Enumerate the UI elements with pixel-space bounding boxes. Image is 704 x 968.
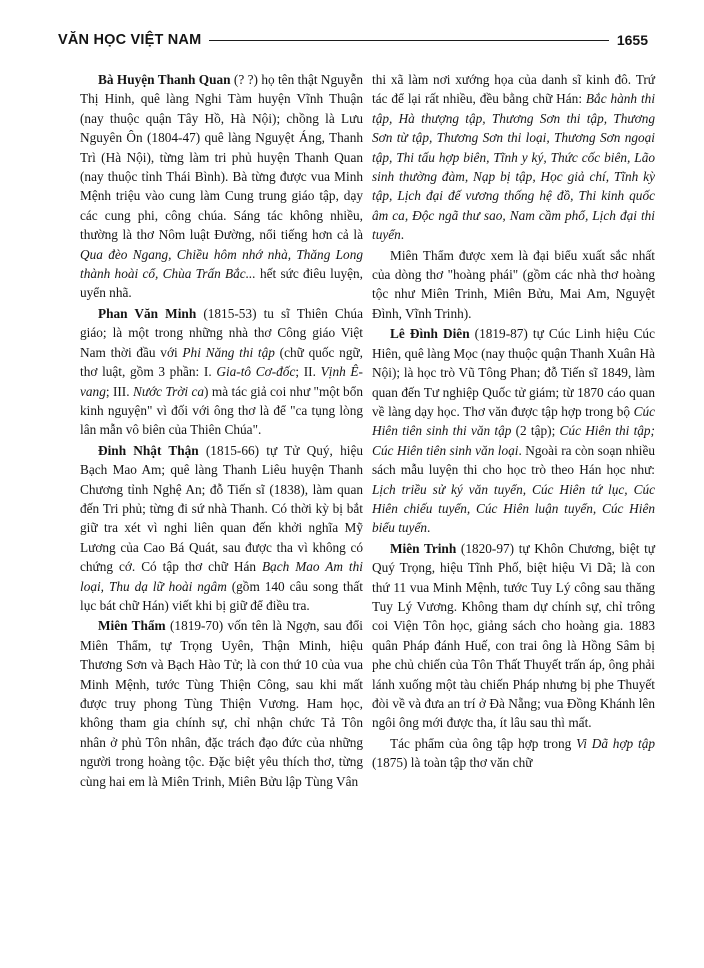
entry-mien-tham-assessment	[372, 246, 655, 324]
entry-text: Tác phẩm của ông tập hợp trong	[390, 735, 577, 751]
entry-text: .	[427, 520, 431, 536]
entry-text: (1819-70) vốn tên là Ngợn, sau đổi Miên Thẩm, tự Trọng Uyên, Thận Minh, hiệu Thương Sơn và Bạch Hào Tử; là con thứ 10 của vua Minh Mệnh, tước Tùng Thiện Công, sau khi mất được truy phong Tùng Thiện Vương. Ham học, không tham gia chính sự, chỉ nhận chức Tả Tôn nhân ở phủ Tôn nhân, đặc trách đạo đức của những người trong hoàng tộc. Đặc biệt yêu thích thơ, từng cùng hai em là Miên Trinh, Miên Bửu lập Tùng Vân	[80, 618, 363, 789]
entry-name: Miên Trinh	[390, 540, 457, 556]
work-title: Nước Trời ca	[132, 383, 205, 399]
entry-text: (chữ quốc ngữ, thơ luật, gồm 3 phần: I.	[80, 344, 363, 380]
running-title: VĂN HỌC VIỆT NAM	[58, 32, 202, 48]
entry-name: Đinh Nhật Thận	[98, 442, 199, 458]
entry-text: (gồm 140 câu song thất lục bát chữ Hán) viết khi bị giữ để điều tra.	[80, 578, 363, 613]
entry-text: ; II.	[295, 364, 321, 380]
work-titles: Cúc Hiên thi tập; Cúc Hiên tiên sinh văn loại	[372, 423, 655, 458]
entry-text: hết sức điêu luyện, uyển nhã.	[80, 266, 363, 301]
entry-mien-tham	[80, 616, 363, 791]
entry-mien-trinh	[372, 539, 655, 733]
work-title: Vịnh Ê-vang	[80, 364, 363, 399]
entry-text: (1820-97) tự Khôn Chương, biệt tự Quý Trọng, hiệu Tĩnh Phố, biệt hiệu Vi Dã; là con thứ 11 vua Minh Mệnh, tước Tuy Lý công sau thăng Tuy Lý Vương. Không tham dự chính sự, chỉ trông coi Viện Tôn học, giảng sách cho hoàng gia. 1883 quân Pháp đánh Huế, con trai ông là Hồng Sâm bị phe chủ chiến của Tôn Thất Thuyết trấn áp, ông phải lánh xuống một tàu chiến Pháp nhưng bị phe Thuyết đòi về và đưa an trí ở Đà Nẵng; vua Đồng Khánh lên ngôi ông mới được tha, ít lâu sau thì mất.	[372, 540, 655, 731]
entry-name: Miên Thẩm	[98, 618, 166, 634]
entry-dinh-nhat-than	[80, 441, 363, 616]
entry-text: ; III.	[105, 383, 133, 399]
entry-mien-trinh-works	[372, 734, 655, 773]
work-title: Gia-tô Cơ-đốc	[216, 364, 296, 380]
entry-text: (? ?) họ tên thật Nguyễn Thị Hinh, quê làng Nghi Tàm huyện Vĩnh Thuận (nay thuộc quận Tây Hồ, Hà Nội); chồng là Lưu Nguyên Ôn (1804-47) quê làng Nguyệt Áng, Thanh Trì (Hà Nội), từng làm tri phủ huyện Thanh Quan (nay thuộc tỉnh Thái Bình). Bà từng được vua Minh Mệnh triệu vào cung làm Cung trung giáo tập, dạy các cung phi, công chúa. Sáng tác không nhiều, thường là thơ Nôm luật Đường, nổi tiếng hơn cả là	[80, 72, 364, 243]
page-number: 1655	[616, 32, 648, 48]
entry-phan-van-minh	[80, 304, 363, 440]
entry-text: (1875) là toàn tập thơ văn chữ	[372, 755, 533, 771]
running-header	[58, 28, 648, 52]
work-titles: Lịch triều sử ký văn tuyển, Cúc Hiên tứ lục, Cúc Hiên chiếu tuyển, Cúc Hiên luận tuyển, Cúc Hiên biểu tuyển	[372, 481, 655, 536]
header-rule	[209, 40, 608, 41]
entry-name: Bà Huyện Thanh Quan	[98, 72, 231, 87]
entry-text: (1819-87) tự Cúc Linh hiệu Cúc Hiên, quê làng Mọc (nay thuộc quận Thanh Xuân Hà Nội); là học trò Vũ Tông Phan; đỗ Tiến sĩ 1849, làm quan đến Tư nghiệp Quốc tử giám; từ 1870 cáo quan về làng dạy học. Thơ văn được tập hợp trong bộ	[372, 326, 655, 419]
work-title: Cúc Hiên tiên sinh thi văn tập	[372, 403, 655, 439]
entry-text: (1815-53) tu sĩ Thiên Chúa giáo; là một trong những nhà thơ Công giáo Việt Nam thời đầu với	[80, 305, 363, 360]
left-column	[80, 70, 363, 791]
entry-text: . Ngoài ra còn soạn nhiều sách mẫu luyện thi cho học trò theo Hán học như:	[372, 442, 655, 478]
entry-name: Lê Đình Diên	[390, 326, 470, 342]
entry-name: Phan Văn Minh	[98, 305, 197, 321]
entry-le-dinh-dien	[372, 324, 655, 537]
right-column	[372, 70, 655, 773]
work-titles: Bạch Mao Am thi loại, Thu dạ lữ hoài ngâm	[80, 559, 363, 594]
entry-text: (2 tập);	[511, 423, 560, 439]
work-titles: Qua đèo Ngang, Chiều hôm nhớ nhà, Thăng Long thành hoài cổ, Chùa Trấn Bắc...	[80, 246, 363, 282]
entry-text: Miên Thẩm được xem là đại biểu xuất sắc nhất của dòng thơ "hoàng phái" (gồm các nhà thơ hoàng tộc như Miên Trinh, Miên Bửu, Mai Am, Nguyệt Đình, Vĩnh Trinh).	[372, 247, 655, 321]
work-titles: Bắc hành thi tập, Hà thượng tập, Thương Sơn thi tập, Thương Sơn từ tập, Thương Sơn thi loại, Thương Sơn ngoại tập, Thi tấu hợp biên, Tĩnh y ký, Thức cốc biên, Lão sinh thường đàm, Nạp bị tập, Học giả chí, Tĩnh kỳ tập, Lịch đại đế vương thống hệ đồ, Thi kinh quốc âm ca, Độc ngã thư sao, Nam cầm phổ, Lịch đại thi tuyển	[372, 91, 656, 243]
entry-ba-huyen-thanh-quan	[80, 70, 363, 303]
entry-mien-tham-continued	[372, 70, 655, 245]
entry-text: thi xã làm nơi xướng họa của danh sĩ kinh đô. Trứ tác để lại rất nhiều, đều bằng chữ Hán:	[372, 72, 655, 107]
entry-text: .	[400, 227, 405, 243]
entry-text: ) mà tác giả coi như "một bổn kinh nguyện" vì đối với ông thơ là để "ca tụng lòng lân mẫn vô biên của Thiên Chúa".	[80, 383, 364, 438]
work-title: Phi Năng thi tập	[182, 344, 275, 360]
entry-text: (1815-66) tự Tử Quý, hiệu Bạch Mao Am; quê làng Thanh Liêu huyện Thanh Chương tỉnh Nghệ An; đỗ Tiến sĩ (1838), làm quan đến Tri phủ; từng đi sứ nhà Thanh. Có thời kỳ bị bắt giữ tra xét vì nghi liên quan đến khởi nghĩa Mỹ Lương của Cao Bá Quát, sau được tha vì không có chứng cớ. Có tập thơ chữ Hán	[80, 442, 363, 575]
work-title: Vi Dã hợp tập	[576, 735, 655, 751]
